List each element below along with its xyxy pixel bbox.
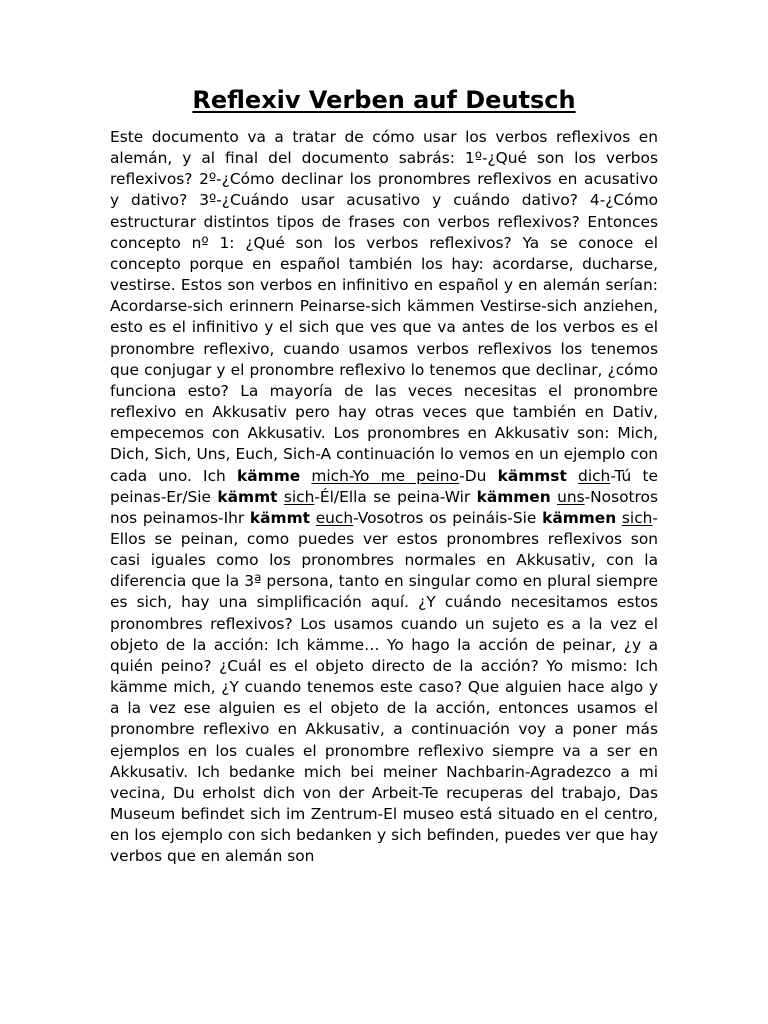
underlined-pronoun: sich (621, 508, 653, 527)
bold-verb: kämme (237, 466, 301, 485)
body-text-run (300, 467, 311, 485)
body-text-run: Este documento va a tratar de cómo usar los verbos reflexivos en alemán, y al final del documento sabrás: 1º-¿Qué son los verbos reflexivos? 2º-¿Cómo declinar los pronombres reflexivos en acusativo y dativo? 3º-¿Cuándo usar acusativo y cuándo dativo? 4-¿Cómo estructurar distintos tipos de frases con verbos reflexivos? Entonces concepto nº 1: ¿Qué son los verbos reflexivos? Ya se conoce el concepto porque en español también los hay: acordarse, ducharse, vestirse. Estos son verbos en infinitivo en español y en alemán serían: Acordarse-sich erinnern Peinarse-sich kämmen Vestirse-sich anziehen, esto es el infinitivo y el sich que ves que va antes de los verbos es el pronombre reflexivo, cuando usamos verbos reflexivos los tenemos que conjugar y el pronombre reflexivo lo tenemos que declinar, ¿cómo funciona esto? La mayoría de las veces necesitas el pronombre reflexivo en Akkusativ pero hay otras veces que también en Dativ, empecemos con Akkusativ. Los pronombres en Akkusativ son: Mich, Dich, Sich, Uns, Euch, Sich-A continuación lo vemos en un ejemplo con cada uno. Ich (110, 128, 658, 485)
underlined-pronoun: dich (578, 466, 611, 485)
bold-verb: kämmst (497, 466, 567, 485)
body-text-run: -Él/Ella se peina-Wir (314, 487, 477, 506)
underlined-pronoun: sich (283, 487, 315, 506)
bold-verb: kämmt (217, 487, 278, 506)
underlined-pronoun: mich-Yo me peino (311, 466, 460, 485)
underlined-pronoun: uns (557, 487, 585, 506)
bold-verb: kämmen (542, 508, 617, 527)
bold-verb: kämmt (249, 508, 310, 527)
body-text-run: -Vosotros os peináis-Sie (353, 508, 543, 527)
underlined-pronoun: euch (315, 508, 354, 527)
document-body (110, 127, 658, 867)
body-text-run (567, 467, 578, 485)
body-text-run: -Tú te peinas-Er/Sie (110, 466, 658, 506)
bold-verb: kämmen (476, 487, 551, 506)
body-text-run: -Nosotros nos peinamos-Ihr (110, 487, 658, 527)
body-text-run: -Ellos se peinan, como puedes ver estos pronombres reflexivos son casi iguales como los pronombres normales en Akkusativ, con la diferencia que la 3ª persona, tanto en singular como en plural siempre es sich, hay una simplificación aquí. ¿Y cuándo necesitamos estos pronombres reflexivos? Los usamos cuando un sujeto es a la vez el objeto de la acción: Ich kämme… Yo hago la acción de peinar, ¿y a quién peino? ¿Cuál es el objeto directo de la acción? Yo mismo: Ich kämme mich, ¿Y cuando tenemos este caso? Que alguien hace algo y a la vez ese alguien es el objeto de la acción, entonces usamos el pronombre reflexivo en Akkusativ, a continuación voy a poner más ejemplos en los cuales el pronombre reflexivo siempre va a ser en Akkusativ. Ich bedanke mich bei meiner Nachbarin-Agradezco a mi vecina, Du erholst dich von der Arbeit-Te recuperas del trabajo, Das Museum befindet sich im Zentrum-El museo está situado en el centro, en los ejemplo con sich bedanken y sich befinden, puedes ver que hay verbos que en alemán son (110, 508, 658, 866)
document-title: Reflexiv Verben auf Deutsch (192, 86, 576, 114)
body-text-run: -Du (459, 466, 498, 485)
